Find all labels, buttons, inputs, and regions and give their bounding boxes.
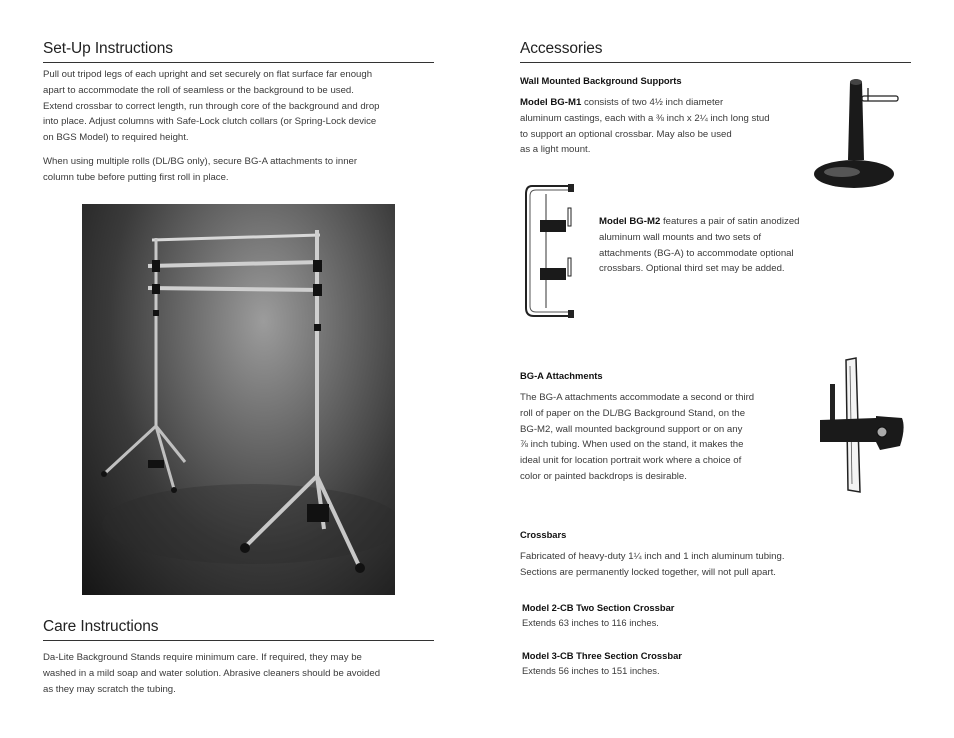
bg-m2-line: aluminum wall mounts and two sets of <box>599 231 762 243</box>
accessories-rule <box>520 62 911 63</box>
bg-m1-line: consists of two 4½ inch diameter <box>581 97 724 108</box>
crossbars-line: Sections are permanently locked together, will not pull apart. <box>520 566 776 578</box>
bg-m1-description <box>520 95 770 158</box>
crossbars-line: Fabricated of heavy-duty 1¼ inch and 1 inch aluminum tubing. <box>520 551 785 562</box>
bg-m2-line: features a pair of satin anodized <box>660 216 800 227</box>
wall-mounted-subheading: Wall Mounted Background Supports <box>520 75 682 86</box>
crossbar-model-2cb <box>522 600 674 630</box>
care-line: as they may scratch the tubing. <box>43 683 176 695</box>
setup-line: Extend crossbar to correct length, run through core of the background and drop <box>43 100 380 112</box>
care-paragraph <box>43 650 380 697</box>
setup-paragraph-2 <box>43 154 357 186</box>
background-stand-photo <box>82 204 395 595</box>
care-heading: Care Instructions <box>43 618 159 635</box>
bg-m2-description <box>599 214 800 277</box>
crossbars-subheading: Crossbars <box>520 529 567 540</box>
setup-line: into place. Adjust columns with Safe-Lock clutch collars (or Spring-Lock device <box>43 116 377 128</box>
care-line: Da-Lite Background Stands require minimum care. If required, they may be <box>43 652 362 663</box>
bg-a-line: ⅞ inch tubing. When used on the stand, it makes the <box>520 439 744 451</box>
accessories-heading: Accessories <box>520 40 603 57</box>
bg-m1-line: to support an optional crossbar. May also be used <box>520 128 732 140</box>
bg-a-line: ideal unit for location portrait work where a choice of <box>520 455 742 467</box>
bg-m2-line: attachments (BG-A) to accommodate optional <box>599 247 794 259</box>
crossbars-description <box>520 549 785 581</box>
setup-line: Pull out tripod legs of each upright and set securely on flat surface far enough <box>43 69 373 80</box>
bg-m1-model: Model BG-M1 <box>520 97 582 108</box>
setup-line: on BGS Model) to required height. <box>43 132 189 144</box>
bg-m1-mount-illustration <box>812 74 908 192</box>
setup-paragraph-1 <box>43 67 380 146</box>
bg-m1-line: aluminum castings, each with a ⅜ inch x 2¼ inch long stud <box>520 112 770 124</box>
bg-m2-mount-illustration <box>522 182 578 324</box>
crossbar-model-title: Model 2-CB Two Section Crossbar <box>522 602 675 613</box>
setup-line: apart to accommodate the roll of seamless or the background to be used. <box>43 84 354 96</box>
care-line: washed in a mild soap and water solution. Abrasive cleaners should be avoided <box>43 667 381 679</box>
setup-rule <box>43 62 434 63</box>
crossbar-model-desc: Extends 56 inches to 151 inches. <box>522 665 660 676</box>
bg-a-attachment-illustration <box>816 356 908 494</box>
bg-m1-line: as a light mount. <box>520 144 591 156</box>
bg-a-line: color or painted backdrops is desirable. <box>520 470 687 482</box>
setup-heading: Set-Up Instructions <box>43 40 173 57</box>
crossbar-model-title: Model 3-CB Three Section Crossbar <box>522 650 682 661</box>
bg-a-description <box>520 390 754 485</box>
setup-line: column tube before putting first roll in place. <box>43 171 229 183</box>
setup-line: When using multiple rolls (DL/BG only), secure BG-A attachments to inner <box>43 156 358 167</box>
bg-m2-model: Model BG-M2 <box>599 216 661 227</box>
crossbar-model-3cb <box>522 648 682 678</box>
care-rule <box>43 640 434 641</box>
bg-m2-line: crossbars. Optional third set may be added. <box>599 263 785 275</box>
bg-a-line: The BG-A attachments accommodate a second or third <box>520 392 755 403</box>
crossbar-model-desc: Extends 63 inches to 116 inches. <box>522 617 659 628</box>
bg-a-subheading: BG-A Attachments <box>520 370 603 381</box>
background-stand-illustration <box>82 204 395 595</box>
bg-a-line: BG-M2, wall mounted background support or on any <box>520 423 743 435</box>
bg-a-line: roll of paper on the DL/BG Background Stand, on the <box>520 407 746 419</box>
